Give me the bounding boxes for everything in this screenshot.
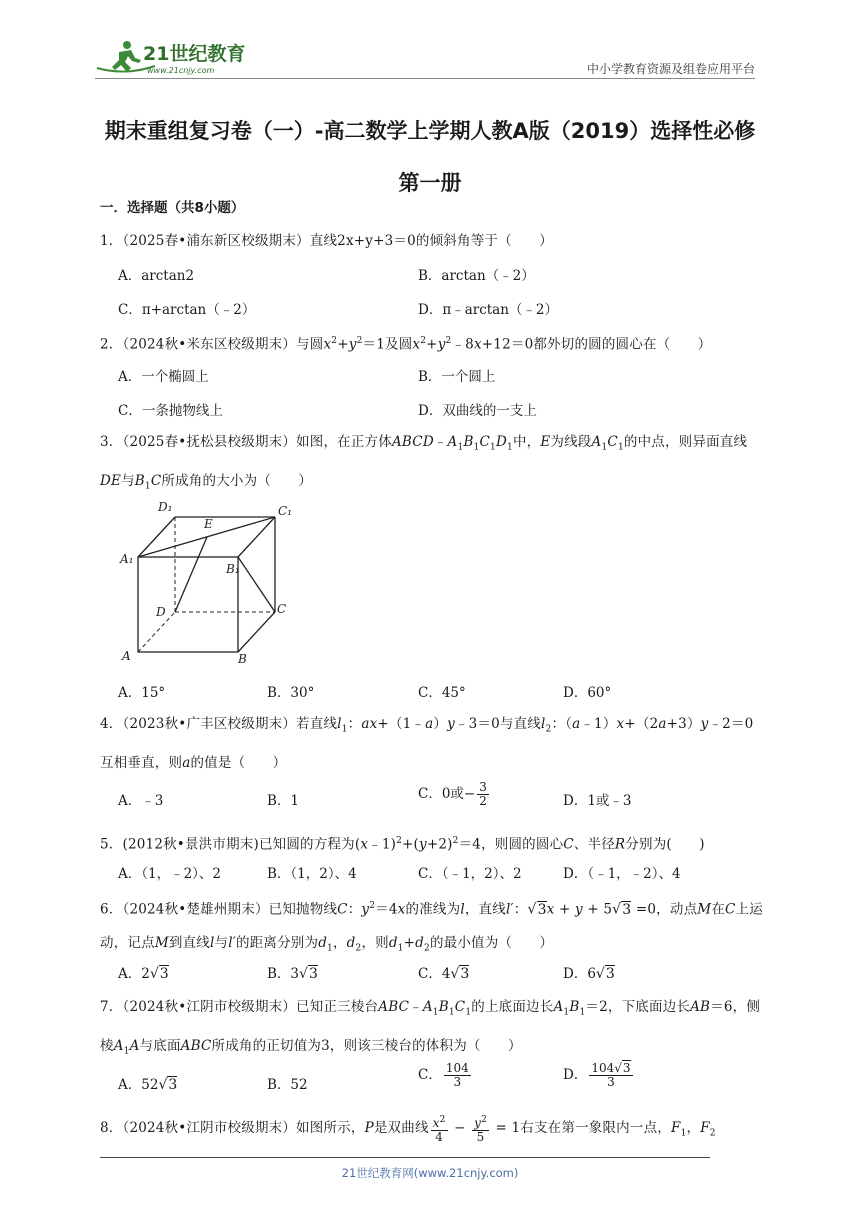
q3-option-b: B．30° xyxy=(267,685,315,701)
title-line-1: 期末重组复习卷（一）-高二数学上学期人教A版（2019）选择性必修 xyxy=(104,119,756,143)
question-5-stem: 5．(2012秋•景洪市期末)已知圆的方程为$(x﹣1)^2+(y+2)^2=4$，则圆的圆心C、半径R分别为( ) xyxy=(100,836,705,853)
q7-option-d: D． $\frac{104√3}{3}$ xyxy=(563,1061,631,1089)
q1-option-a: A．arctan2 xyxy=(118,268,195,284)
q6-option-a: A．2√3 xyxy=(118,966,169,982)
q2-option-b: B．一个圆上 xyxy=(418,369,496,385)
label-c1: C₁ xyxy=(278,504,292,518)
q2-option-a: A．一个椭圆上 xyxy=(118,369,209,385)
q1-option-d: D．π﹣arctan（﹣2） xyxy=(418,302,559,318)
header-divider xyxy=(95,78,755,79)
q5-option-b: B．（1，2）、4 xyxy=(267,866,357,882)
label-d: D xyxy=(156,605,166,619)
logo-text: 21世纪教育 xyxy=(143,43,246,65)
label-a: A xyxy=(122,649,131,663)
page-title xyxy=(95,105,765,209)
question-3-stem: 3．（2025春•抚松县校级期末）如图，在正方体$ABCD﹣A_1B_1C_1D_1$中，E为线段$A_1C_1$的中点，则异面直线DE与$B_1C$所成角的大小为（ ） xyxy=(100,434,748,492)
q1-option-b: B．arctan（﹣2） xyxy=(418,268,535,284)
site-logo xyxy=(95,38,265,78)
q6-option-b: B．3√3 xyxy=(267,966,318,982)
site-name: 中小学教育资源及组卷应用平台 xyxy=(586,62,755,76)
q3-option-a: A．15° xyxy=(118,685,166,701)
q4-option-c: C．0或− $\frac{3}{2}$ xyxy=(418,780,487,808)
section-heading: 一．选择题（共8小题） xyxy=(100,200,245,216)
q7-option-b: B．52 xyxy=(267,1077,308,1093)
question-1 xyxy=(100,225,765,258)
label-c: C xyxy=(277,602,287,616)
question-2-stem: 2．（2024秋•米东区校级期末）与圆$x^2+y^2=1$及圆$x^2+y^2﹣8x+12=0$都外切的圆的圆心在（ ） xyxy=(100,336,712,353)
q7-option-c: C． $\frac{104}{3}$ xyxy=(418,1061,469,1089)
question-4-stem: 4．（2023秋•广丰区校级期末）若直线$l_1$：ax+（1﹣a）y﹣3＝0与直线$l_2$：（a﹣1）x+（2a+3）y﹣2＝0互相垂直，则a的值是（ ） xyxy=(100,716,754,771)
q7-option-a: A．52√3 xyxy=(118,1077,178,1093)
q1-option-c: C．π+arctan（﹣2） xyxy=(118,302,256,318)
footer-divider xyxy=(100,1157,710,1158)
q2-option-c: C．一条抛物线上 xyxy=(118,403,223,419)
q4-option-d: D．1或﹣3 xyxy=(563,793,632,809)
q6-option-c: C．4√3 xyxy=(418,966,470,982)
label-b: B xyxy=(238,652,247,666)
q3-option-d: D．60° xyxy=(563,685,612,701)
label-e: E xyxy=(204,517,213,531)
logo-url: www.21cnjy.com xyxy=(147,66,215,75)
q5-option-d: D．（﹣1，﹣2）、4 xyxy=(563,866,681,882)
question-8-stem: 8．（2024秋•江阴市校级期末）如图所示，P是双曲线 $\frac{x^2}{4}$ − $\frac{y^2}{5}$ = 1右支在第一象限内一点，$F_1$，$F_2$ xyxy=(100,1114,716,1144)
q3-option-c: C．45° xyxy=(418,685,466,701)
question-6-stem: 6．（2024秋•楚雄州期末）已知抛物线C：$y^2=4x$的准线为l，直线l′：√3x + y + 5√3 =0，动点M在C上运动，记点M到直线l与l′的距离分别为$d_1$，$d_2$，则$d_1+d_2$的最小值为（ ） xyxy=(100,901,763,954)
cube-figure xyxy=(118,495,298,670)
label-b1: B₁ xyxy=(226,562,240,576)
footer-link[interactable]: 21世纪教育网(www.21cnjy.com) xyxy=(341,1166,519,1180)
question-7-stem: 7．（2024秋•江阴市校级期末）已知正三棱台$ABC﹣A_1B_1C_1$的上底面边长$A_1B_1=2$，下底面边长AB＝6，侧棱$A_1A$与底面ABC所成角的正切值为3，则该三棱台的体积为（ ） xyxy=(100,999,761,1057)
q4-option-b: B．1 xyxy=(267,793,300,809)
q2-option-d: D．双曲线的一支上 xyxy=(418,403,537,419)
title-line-2: 第一册 xyxy=(398,171,462,195)
q6-option-d: D．6√3 xyxy=(563,966,615,982)
q5-option-c: C．（﹣1，2）、2 xyxy=(418,866,522,882)
label-a1: A₁ xyxy=(120,552,134,566)
q5-option-a: A．（1，﹣2）、2 xyxy=(118,866,222,882)
label-d1: D₁ xyxy=(158,500,173,514)
q4-option-a: A．﹣3 xyxy=(118,793,164,809)
question-1-stem: 1．（2025春•浦东新区校级期末）直线2x+y+3＝0的倾斜角等于（ ） xyxy=(100,233,553,249)
